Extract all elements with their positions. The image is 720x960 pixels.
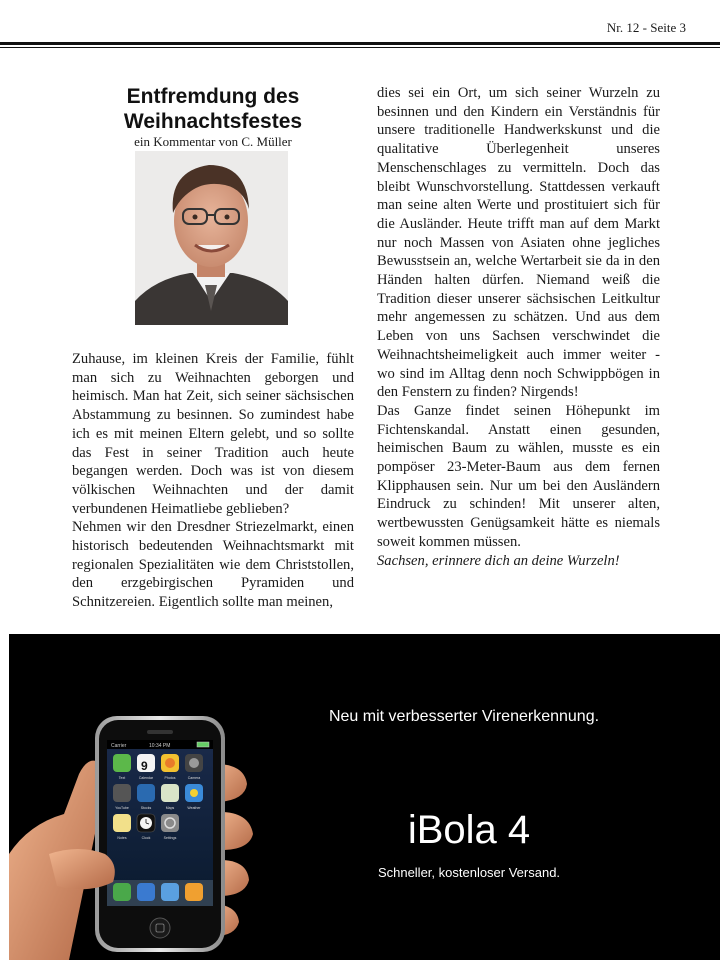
mail-app-icon (137, 883, 155, 901)
header-rule-thin (0, 47, 720, 48)
text-app-icon (113, 754, 131, 772)
article-right-column (377, 84, 660, 570)
ad-subline: Schneller, kostenloser Versand. (377, 865, 561, 880)
app-label: Settings (163, 836, 177, 840)
article-paragraph: Zuhause, im kleinen Kreis der Familie, fühlt man sich zu Weihnachten geborgen und heimisch. Man hat Zeit, sich seiner sächsischen Abstammung zu besinnen. So zumindest habe ich es mit meinen Eltern gelebt, und so sollte das Fest in seiner Tradition auch heute begangen werden. Doch was ist von diesem völkischen Weihnachten und der damit verbundenen Heimatliebe geblieben? (72, 351, 354, 517)
youtube-app-icon (113, 784, 131, 802)
ad-product-name: iBola 4 (407, 808, 531, 852)
article-left-column (72, 350, 354, 612)
phone-app-icon (113, 883, 131, 901)
article-closing-line: Sachsen, erinnere dich an deine Wurzeln! (377, 552, 620, 569)
advertisement (9, 634, 720, 960)
phone-illustration (9, 704, 269, 960)
page-header (0, 0, 720, 50)
app-label: Maps (165, 806, 175, 810)
settings-app-icon (161, 814, 179, 832)
app-label: Text (118, 776, 126, 780)
safari-app-icon (161, 883, 179, 901)
article-byline: ein Kommentar von C. Müller (134, 134, 292, 149)
ad-tagline: Neu mit verbesserter Virenerkennung. (328, 708, 600, 725)
app-label: Weather (187, 806, 201, 810)
article-paragraph: Das Ganze findet seinen Höhepunkt im Fichtenskandal. Anstatt einen gesunden, heimischen Baum zu wählen, musste es ein pompöser 23-Meter-Baum aus dem fernen Klipphausen sein. Nur um bei den Ausländern Eindruck zu schinden! Mit unserer alten, wertbewussten Genügsamkeit hätte es niemals soweit kommen müssen. (377, 402, 660, 550)
author-photo (135, 151, 288, 325)
article-paragraph: Nehmen wir den Dresdner Striezelmarkt, einen historisch bedeutenden Weihnachtsmarkt mit regionalen Spezialitäten wie dem Christstollen, den erzgebirgischen Pyramiden und Schnitzereien. Eigentlich sollte man meinen, (72, 519, 354, 611)
app-label: Calendar (138, 776, 154, 780)
app-label: Notes (117, 836, 127, 840)
app-label: Stocks (140, 806, 152, 810)
notes-app-icon (113, 814, 131, 832)
app-label: Camera (187, 776, 201, 780)
article-title: Entfremdung des Weihnachtsfestes (123, 85, 303, 133)
article (0, 50, 720, 634)
phone-status-time: 10:34 PM (149, 743, 171, 749)
phone-in-hand-image (9, 704, 269, 960)
article-paragraph: dies sei ein Ort, um sich seiner Wurzeln zu besinnen und den Kindern ein Verständnis für unsere traditionelle Handwerkskunst und die qualitative Überlegenheit unseres Menschenschlages zu vermitteln. Doch das bleibt Wunschvorstellung. Stattdessen verkauft man seine alten Werte und prostituiert sich für die Ausländer. Heute trifft man auf dem Markt nur noch Massen von Asiaten ohne jegliches Bewusstsein an, welche Wertarbeit sie da in den Händen halten dürfen. Niemand weiß die Tradition dieser unserer sächsischen Leitkultur mehr angemessen zu schätzen. Und aus dem Leben von uns Sachsen verschwindet die Weihnachtsheimeligkeit auch immer weiter - wo sind im Alltag denn noch Schwippbögen in den Fenstern zu finden? Nirgends! (377, 85, 660, 401)
calendar-day: 9 (141, 759, 148, 773)
header-rule-thick (0, 42, 720, 45)
phone-status-carrier: Carrier (111, 743, 127, 749)
app-label: Photos (164, 776, 176, 780)
app-label: Clock (141, 836, 151, 840)
home-button-icon (150, 918, 170, 938)
stocks-app-icon (137, 784, 155, 802)
maps-app-icon (161, 784, 179, 802)
page-number: Nr. 12 - Seite 3 (606, 20, 686, 35)
author-portrait-illustration (135, 151, 288, 325)
app-label: YouTube (115, 806, 129, 810)
ipod-app-icon (185, 883, 203, 901)
